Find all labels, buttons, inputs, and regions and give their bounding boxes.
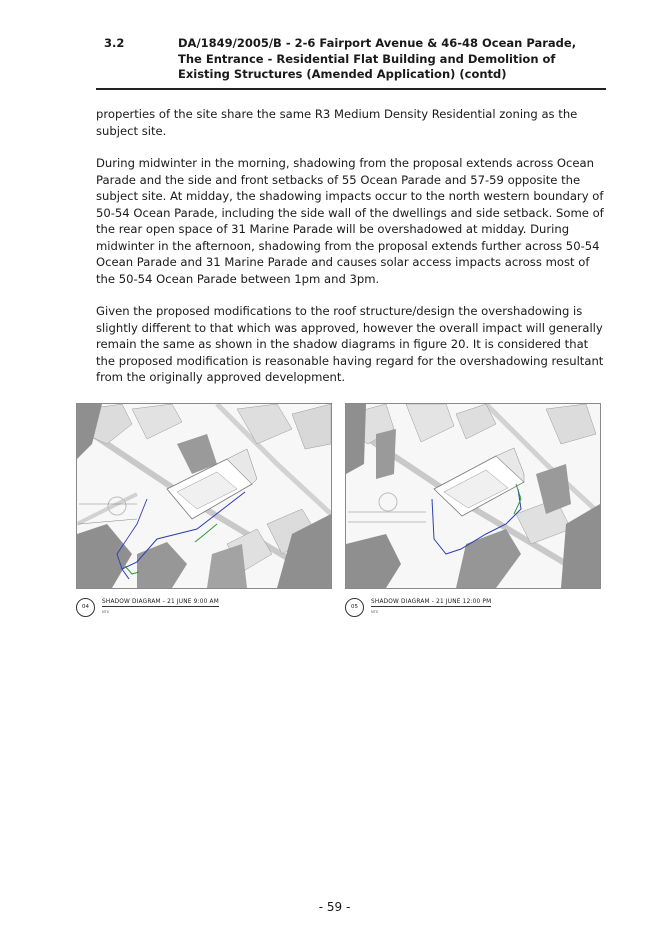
- section-title: DA/1849/2005/B - 2-6 Fairport Avenue & 46-48 Ocean Parade, The Entrance - Residential Flat Building and Demolition of Existing Structures (Amended Application) (contd): [178, 36, 577, 81]
- section-header: [96, 36, 606, 90]
- figure-number-badge: 04: [76, 598, 95, 617]
- figure-caption-text: SHADOW DIAGRAM - 21 JUNE 9:00 AM: [102, 599, 219, 605]
- shadow-diagram-12pm: [345, 403, 601, 589]
- page-number: - 59 -: [318, 900, 351, 914]
- paragraph-midwinter-shadowing: During midwinter in the morning, shadowing from the proposal extends across Ocean Parade and the side and front setbacks of 55 Ocean Parade and 57-59 opposite the subject site. At midday, the shadowing impacts occur to the north western boundary of 50-54 Ocean Parade, including the side wall of the dwellings and side setback. Some of the rear open space of 31 Marine Parade will be overshadowed at midday. During midwinter in the afternoon, shadowing from the proposal extends further across 50-54 Ocean Parade and 31 Marine Parade and causes solar access impacts across most of the 50-54 Ocean Parade between 1pm and 3pm.: [96, 156, 604, 286]
- section-number: 3.2: [104, 36, 125, 50]
- figure-scale: NTS: [102, 610, 109, 614]
- figure-caption-text: SHADOW DIAGRAM - 21 JUNE 12:00 PM: [371, 599, 492, 605]
- paragraph-zoning: properties of the site share the same R3 Medium Density Residential zoning as the subject site.: [96, 107, 578, 138]
- figure-number-badge: 05: [345, 598, 364, 617]
- figure-scale: NTS: [371, 610, 378, 614]
- figure-caption-12pm: [345, 596, 525, 620]
- paragraph-modification-impact: Given the proposed modifications to the roof structure/design the overshadowing is slightly different to that which was approved, however the overall impact will generally remain the same as shown in the shadow diagrams in figure 20. It is considered that the proposed modification is reasonable having regard for the overshadowing resultant from the originally approved development.: [96, 304, 604, 384]
- figure-caption-9am: [76, 596, 256, 620]
- shadow-diagram-9am: [76, 403, 332, 589]
